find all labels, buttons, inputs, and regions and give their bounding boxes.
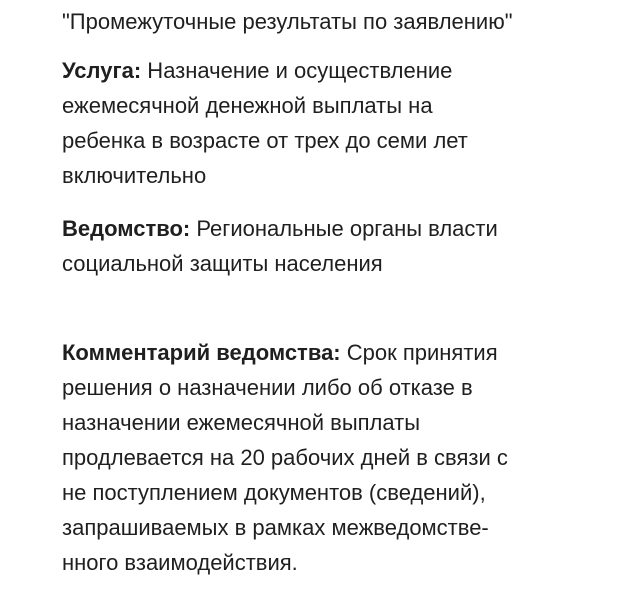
comment-line-1: [62, 335, 622, 370]
service-line-1: [62, 53, 622, 88]
service-section: [62, 53, 622, 193]
agency-label: Ведомство:: [62, 216, 191, 241]
service-text-2: ежемесячной денежной выплаты на: [62, 93, 433, 118]
comment-text-3: назначении ежемесячной выплаты: [62, 410, 421, 435]
agency-section: [62, 211, 622, 281]
service-label: Услуга:: [62, 58, 142, 83]
comment-text-4: продлевается на 20 рабочих дней в связи с: [62, 445, 508, 470]
agency-text-1: Региональные органы власти: [190, 216, 498, 241]
agency-comment-section: [62, 335, 622, 580]
comment-text-1: Срок принятия: [340, 340, 498, 365]
status-details: [62, 0, 622, 580]
comment-text-7: нного взаимодействия.: [62, 550, 298, 575]
agency-line-1: [62, 211, 622, 246]
agency-text-2: социальной защиты населения: [62, 251, 383, 276]
comment-text-5: не поступлением документов (сведений),: [62, 480, 486, 505]
comment-text-2: решения о назначении либо об отказе в: [62, 375, 473, 400]
service-text-1: Назначение и осуществление: [141, 58, 453, 83]
service-text-4: включительно: [62, 163, 207, 188]
comment-text-6: запрашиваемых в рамках межведомстве-: [62, 515, 489, 540]
comment-label: Комментарий ведомства:: [62, 340, 341, 365]
status-title: "Промежуточные результаты по заявлению": [62, 9, 513, 34]
service-text-3: ребенка в возрасте от трех до семи лет: [62, 128, 468, 153]
